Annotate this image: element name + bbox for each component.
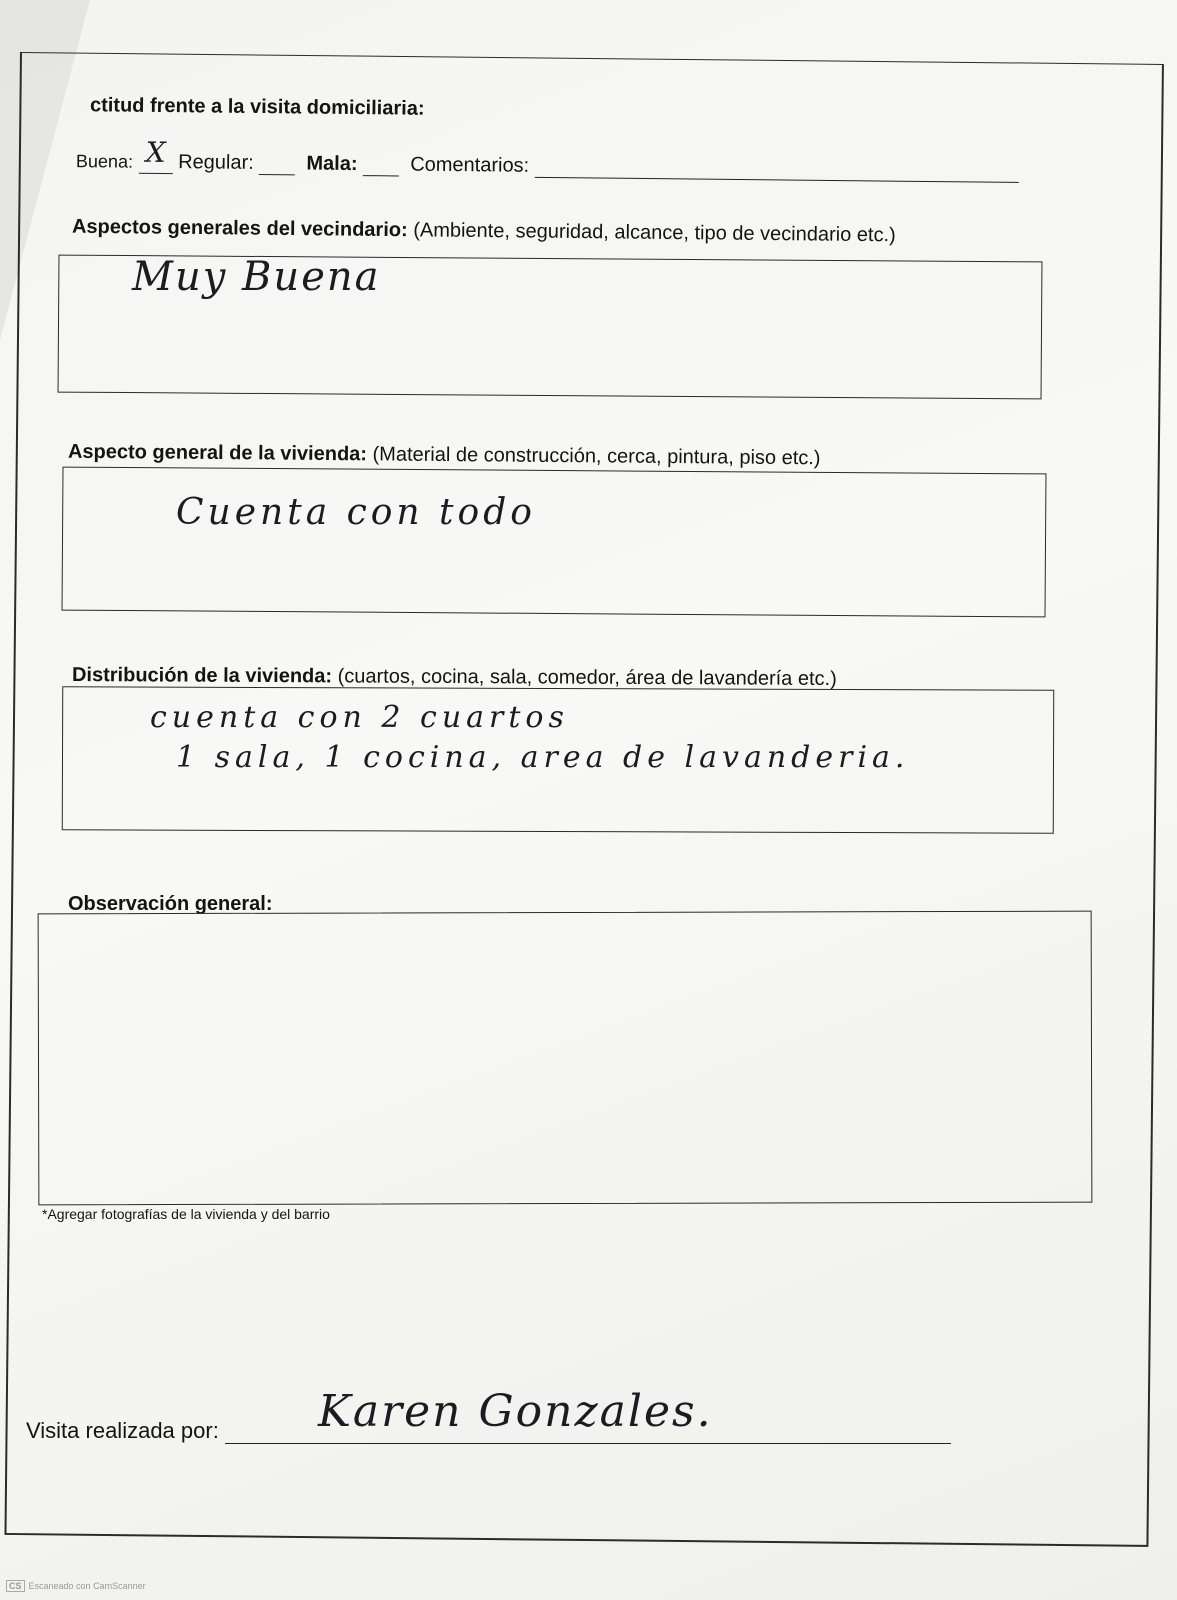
scanner-badge: CS [6, 1580, 25, 1592]
distribution-hint: (cuartos, cocina, sala, comedor, área de lavandería etc.) [337, 665, 837, 691]
signature-label: Visita realizada por: [26, 1418, 219, 1443]
housing-hint: (Material de construcción, cerca, pintura, piso etc.) [372, 443, 821, 470]
comentarios-label: Comentarios: [410, 153, 530, 177]
scanner-text: Escaneado con CamScanner [28, 1581, 146, 1591]
regular-label: Regular: [178, 151, 254, 174]
signature-line [225, 1443, 951, 1444]
buena-label: Buena: [75, 151, 134, 172]
buena-check-mark: X [145, 135, 166, 170]
distribution-answer-line1: cuenta con 2 cuartos [150, 700, 569, 735]
mala-label: Mala: [306, 152, 358, 176]
neighborhood-hint: (Ambiente, seguridad, alcance, tipo de vecindario etc.) [413, 219, 896, 247]
distribution-answer-line2: 1 sala, 1 cocina, area de lavanderia. [176, 740, 910, 775]
neighborhood-label: Aspectos generales del vecindario: [71, 215, 408, 242]
observation-box [38, 911, 1093, 1206]
housing-answer: Cuenta con todo [176, 492, 536, 533]
signature-name: Karen Gonzales. [318, 1386, 713, 1437]
footnote: *Agregar fotografías de la vivienda y del barrio [42, 1206, 330, 1222]
housing-box [62, 467, 1047, 618]
scanner-watermark [6, 1580, 146, 1592]
distribution-label: Distribución de la vivienda: [71, 663, 333, 688]
neighborhood-answer: Muy Buena [132, 254, 381, 300]
housing-label: Aspecto general de la vivienda: [67, 440, 368, 466]
buena-blank [138, 135, 172, 174]
attitude-heading: ctitud frente a la visita domiciliaria: [89, 94, 425, 120]
observation-label: Observación general: [68, 893, 273, 915]
